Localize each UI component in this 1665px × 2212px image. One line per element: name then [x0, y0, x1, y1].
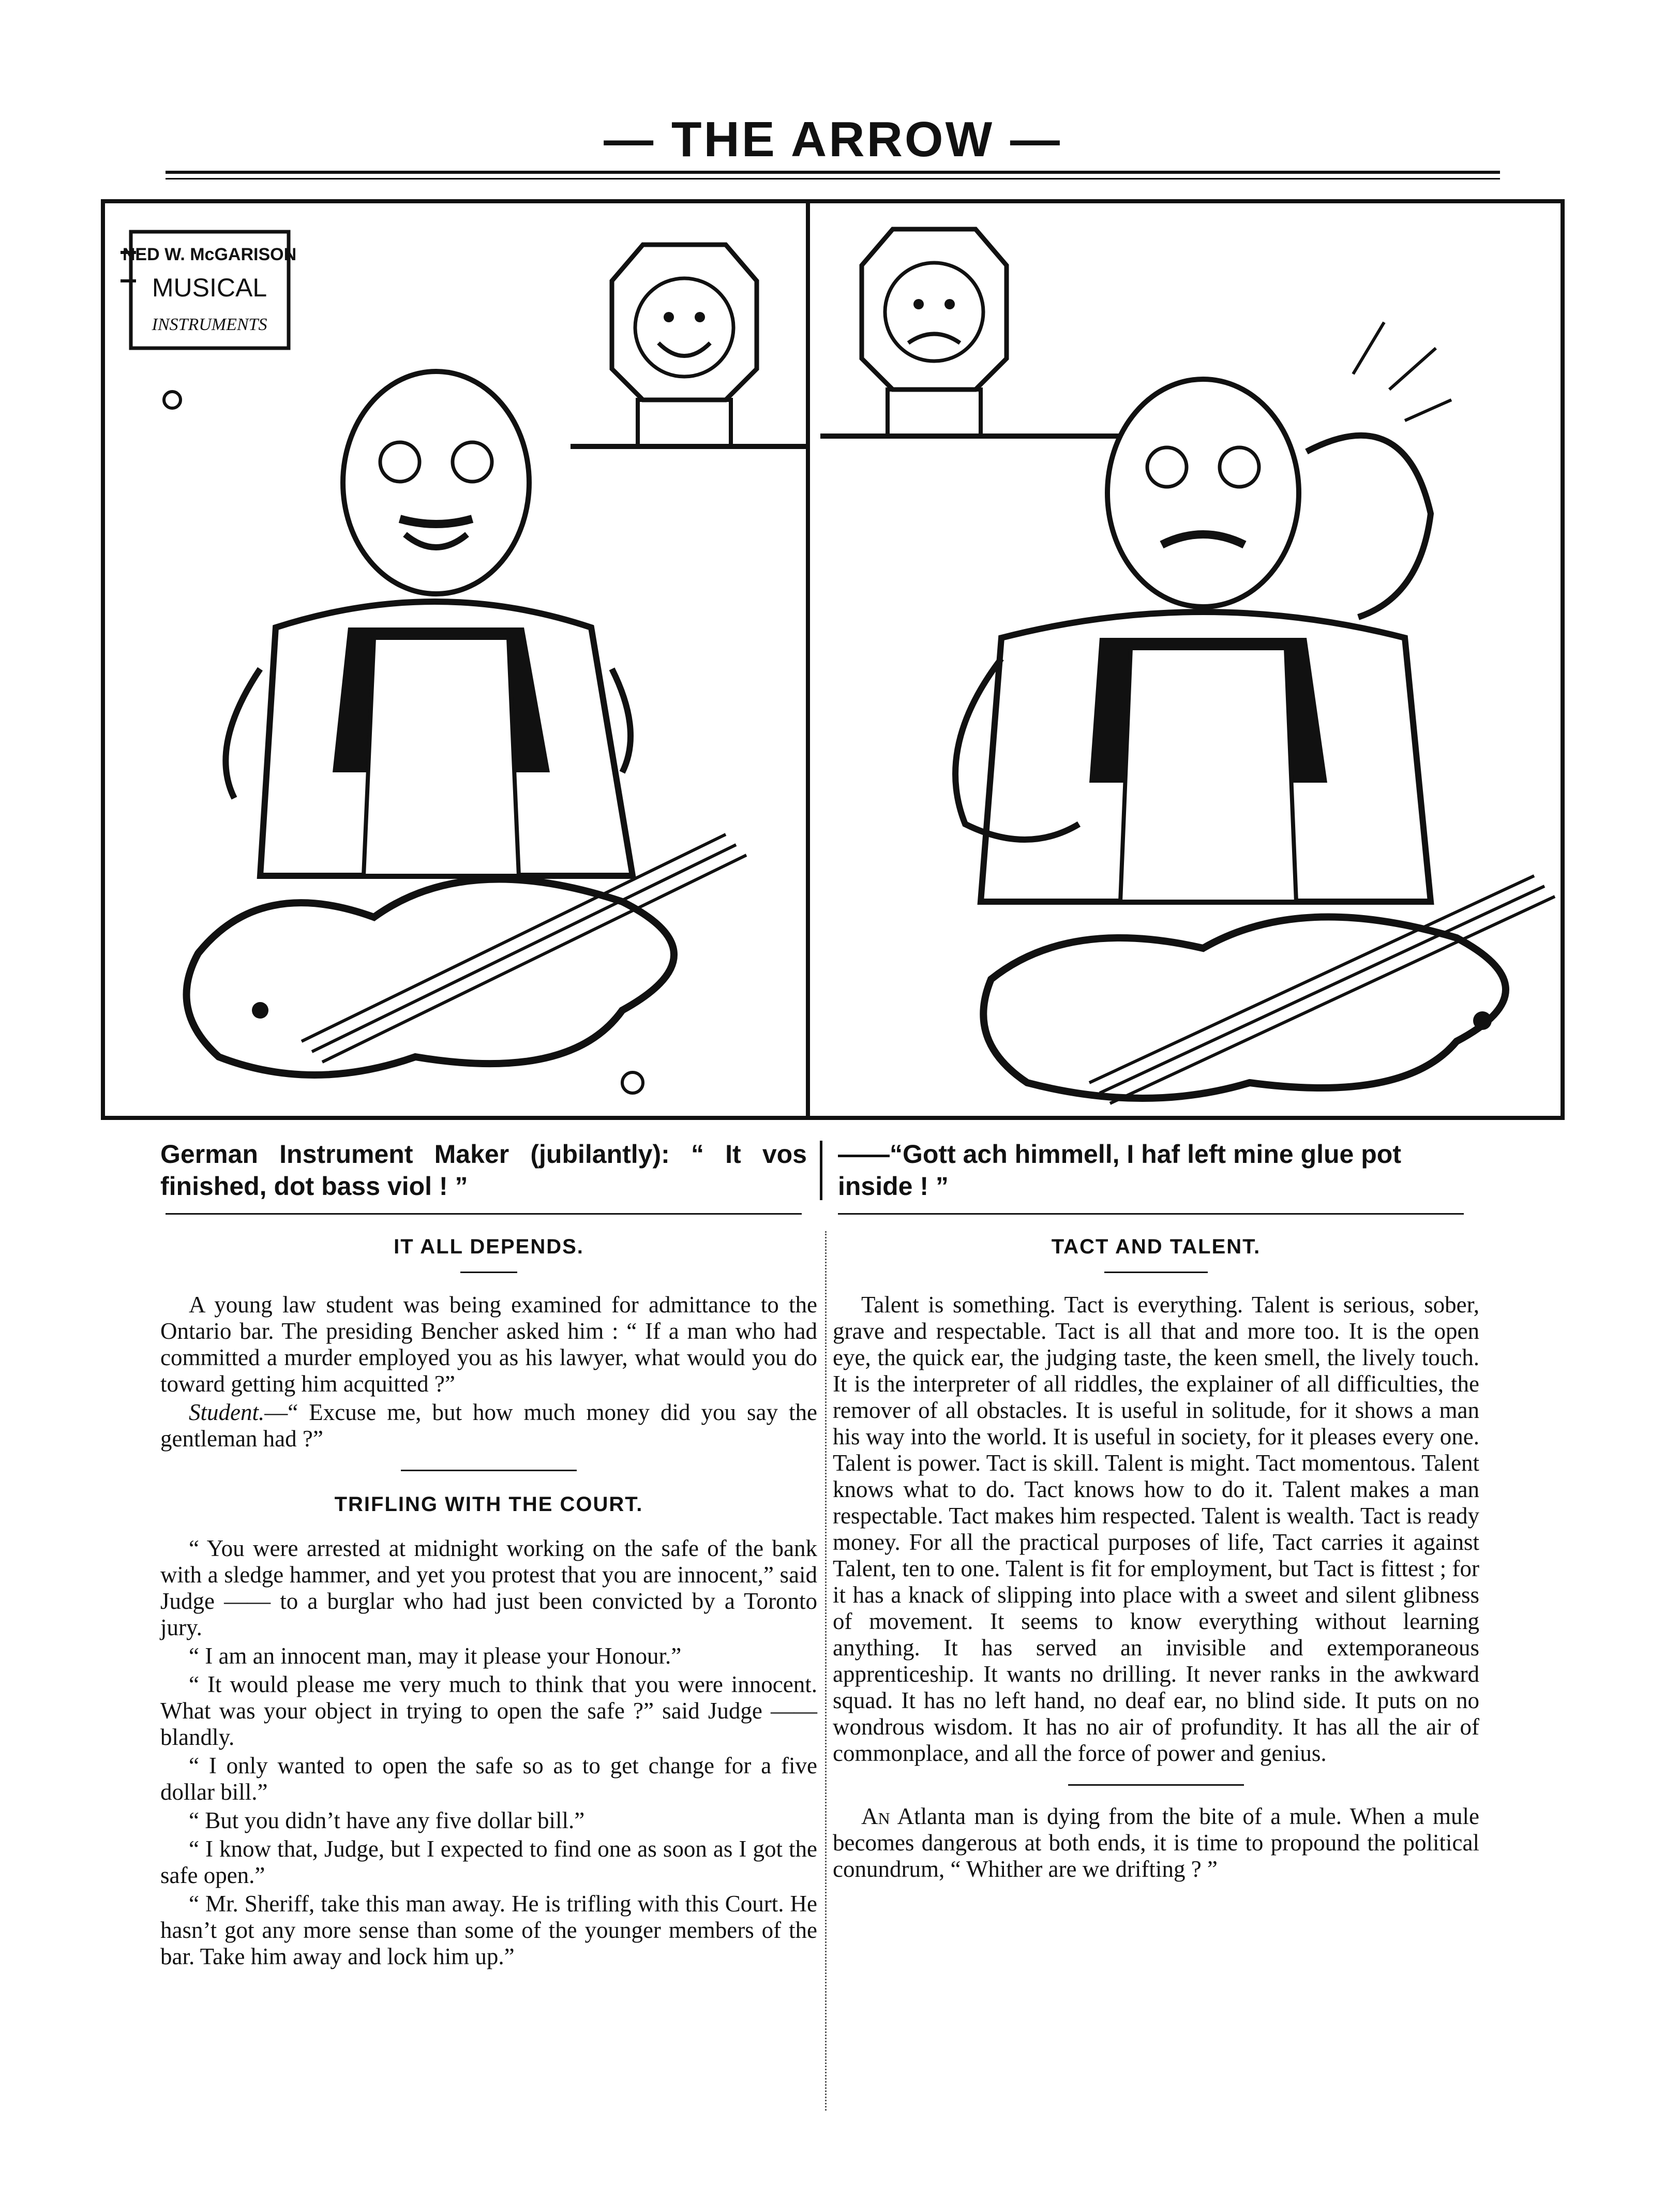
cartoon-caption-left: German Instrument Maker (jubilantly): “ It vos finished, dot bass viol ! ” — [160, 1140, 807, 1201]
shop-sign-line-1: NED W. McGARISON — [122, 245, 297, 264]
cartoon-caption-right: ——“Gott ach himmell, I haf left mine glue pot inside ! ” — [838, 1140, 1401, 1201]
article-separator — [1068, 1784, 1244, 1786]
shop-sign-line-3: INSTRUMENTS — [152, 315, 267, 334]
article-paragraph: “ I only wanted to open the safe so as to get change for a five dollar bill.” — [160, 1753, 817, 1805]
article-paragraph: “ I am an innocent man, may it please your Honour.” — [189, 1643, 682, 1669]
article-separator — [401, 1470, 577, 1471]
cartoon-panel-left — [105, 203, 806, 1116]
article-paragraph: “ Mr. Sheriff, take this man away. He is trifling with this Court. He hasn’t got any more sense than some of the younger members of the bar. Take him away and lock him up.” — [160, 1891, 817, 1969]
cartoon-panel-right — [810, 203, 1561, 1116]
caption-divider — [820, 1141, 822, 1200]
article-paragraph: “ But you didn’t have any five dollar bill.” — [189, 1807, 585, 1833]
masthead-title: — THE ARROW — — [604, 112, 1062, 167]
right-column — [833, 1231, 1479, 2162]
wall-face-happy — [571, 245, 806, 446]
article-paragraph: Talent is something. Tact is everything. Talent is serious, sober, grave and respectable. Tact is all that and more too. It is the open eye, the quick ear, the judging taste, the keen smell, the lively touch. It is the interpreter of all riddles, the explainer of all difficulties, the remover of all obstacles. It is useful in solitude, for it shows a man his way into the world. It is useful in society, for it pleases every one. Talent is power. Tact is skill. Talent is might. Tact momentous. Talent knows what to do. Tact knows how to do it. Talent makes a man respectable. Tact makes him respected. Talent is wealth. Tact is ready money. For all the practical purposes of life, Tact carries it against Talent, ten to one. Talent is fit for employment, but Tact is fittest ; for it has a knack of slipping into place with a sweet and silent glibness of movement. It seems to know everything without learning anything. It has served an invisible and extemporaneous apprenticeship. It wants no drilling. It never ranks in the awkward squad. It has no left hand, no deaf ear, no blind side. It puts on no wondrous wisdom. It has no air of profundity. It has all the air of commonplace, and all the force of power and genius. — [833, 1292, 1479, 1766]
caption-rule-right — [838, 1213, 1464, 1215]
student-label: Student. — [189, 1399, 265, 1425]
article-heading-it-all-depends: IT ALL DEPENDS. — [394, 1235, 584, 1258]
shop-sign-line-2: MUSICAL — [152, 273, 267, 302]
instrument-maker-dismayed — [955, 322, 1451, 902]
article-heading-trifling: TRIFLING WITH THE COURT. — [334, 1493, 643, 1516]
article-heading-tact-and-talent: TACT AND TALENT. — [1051, 1235, 1261, 1258]
article-paragraph-atlanta — [833, 1803, 1479, 1882]
shop-sign — [121, 232, 296, 348]
cartoon-illustration-right — [810, 203, 1561, 1116]
caption-rule-left — [166, 1213, 802, 1215]
article-paragraph: “ You were arrested at midnight working on the safe of the bank with a sledge hammer, and yet you protest that you are innocent,” said Judge —— to a burglar who had just been convicted by a Toronto jury. — [160, 1535, 817, 1640]
student-reply — [160, 1399, 817, 1452]
lead-word: An — [861, 1803, 890, 1829]
heading-rule — [1104, 1272, 1208, 1273]
heading-rule — [460, 1272, 517, 1273]
article-paragraph: “ I know that, Judge, but I expected to find one as soon as I got the safe open.” — [160, 1836, 817, 1888]
column-divider — [825, 1231, 827, 2111]
masthead-rule — [166, 171, 1500, 180]
cartoon-illustration-left — [105, 203, 806, 1116]
atlanta-text: Atlanta man is dying from the bite of a mule. When a mule becomes dangerous at both ends, it is time to propound the political conundrum, “ Whither are we drifting ? ” — [833, 1803, 1479, 1882]
wall-face-sad — [820, 229, 1120, 436]
bass-viol-right — [983, 876, 1555, 1103]
cartoon-divider — [806, 199, 810, 1120]
article-paragraph: “ It would please me very much to think that you were innocent. What was your object in trying to open the safe ?” said Judge —— blandly. — [160, 1671, 817, 1750]
left-column — [160, 1231, 817, 2162]
article-paragraph: A young law student was being examined for admittance to the Ontario bar. The presiding Bencher asked him : “ If a man who had committed a murder employed you as his lawyer, what would you do toward getting him acquitted ?” — [160, 1292, 817, 1397]
student-text: —“ Excuse me, but how much money did you say the gentleman had ?” — [160, 1399, 817, 1452]
